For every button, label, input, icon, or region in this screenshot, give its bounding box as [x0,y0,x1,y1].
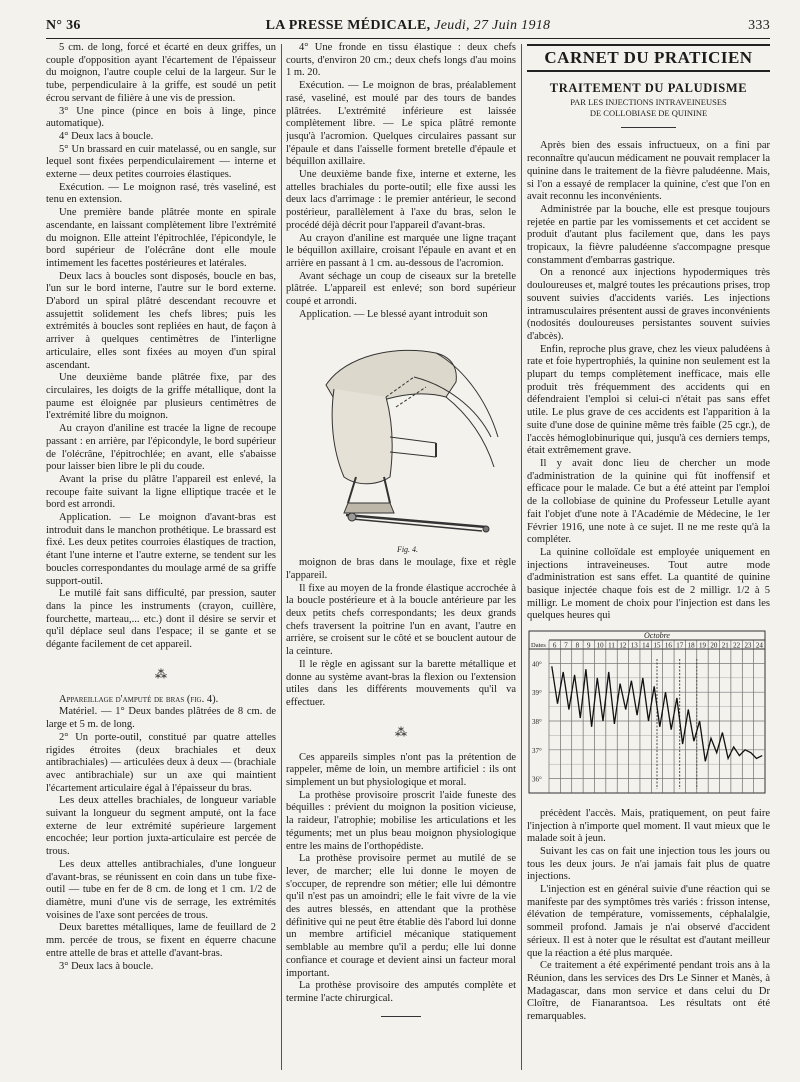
day-label: 20 [710,641,718,650]
arm-prosthesis-illustration [286,327,516,542]
y-tick-label: 36° [532,775,542,784]
paragraph: Matériel. — 1° Deux bandes plâtrées de 8 cm. de large et 5 m. de long. [46,706,276,731]
paragraph-group [286,752,516,1006]
paragraph: Au crayon d'aniline est marquée une ligne traçant le béquillon axillaire, croisant l'épaule en avant et en arrière en passant à 1 cm. au-dessous de l'acromion. [286,232,516,269]
y-tick-label: 39° [532,689,542,698]
temperature-chart [527,629,770,799]
day-label: 11 [608,641,615,650]
column-rule [281,44,282,1070]
title-rule [621,127,676,128]
day-label: 18 [687,641,695,650]
paragraph-group [286,557,516,709]
paragraph: 4° Une fronde en tissu élastique : deux chefs courts, d'environ 20 cm.; deux chefs longs d'au moins 1 m. 20. [286,42,516,79]
paragraph-group [286,42,516,321]
paragraph: Application. — Le moignon d'avant-bras est introduit dans le manchon prothétique. Le brassard est fixé. Les deux petites courroies élastiques de traction, étant l'une interne et l'autre externe, se tendent sur les boucles correspondantes du moulage armé de sa griffe support-outil. [46,512,276,587]
issue-date: Jeudi, 27 Juin 1918 [430,18,551,33]
article-title: TRAITEMENT DU PALUDISME [549,80,748,95]
paragraph: Avant la prise du plâtre l'appareil est enlevé, la recoupe faite suivant la ligne elliptique tracée et le bord est arrondi. [46,473,276,511]
day-label: 7 [564,641,568,650]
carnet-heading: CARNET DU PRATICIEN [527,44,770,72]
day-label: 24 [755,641,763,650]
paragraph: La quinine colloïdale est employée uniquement en injections intraveineuses. Tout autre mode d'administration est sans effet. La quantité de quinine basique injectée chaque fois est de 2 milligr. 1/2 à 5 milligr. Le moment de choix pour l'injection est dans les quelques heures qui [527,546,770,622]
day-label: 12 [619,641,627,650]
day-label: 21 [721,641,729,650]
column-2 [286,42,516,1072]
paragraph: Suivant les cas on fait une injection tous les jours ou tous les deux jours. Je n'ai jamais fait plus de quatre injections. [527,845,770,883]
paragraph: Les deux attelles brachiales, de longueur variable suivant la longueur du segment amputé, ont la face externe de leur extrémité supérieure largement encochée; leur portion juxta-articulaire est percée de trous. [46,795,276,858]
y-tick-label: 38° [532,718,542,727]
paragraph: Application. — Le blessé ayant introduit son [299,308,488,320]
paragraph: La prothèse provisoire des amputés complète et termine l'acte chirurgical. [286,980,516,1004]
paragraph: 3° Deux lacs à boucle. [59,960,154,972]
day-label: 9 [587,641,591,650]
y-tick-label: 37° [532,746,542,755]
paragraph: Deux lacs à boucles sont disposés, boucle en bas, l'un sur le bord interne, l'autre sur le bord externe. D'abord un spiral plâtré descendant recouvre et assujettit solidement les chefs libres; puis les extrémités à boucles sont repliées en haut, de façon à arriver à quelques centimètres de l'interligne articulaire, elles sont fixées au moyen d'un spiral ascendant. [46,270,276,371]
day-label: 6 [552,641,557,650]
page-header [46,16,770,39]
paragraph: Il fixe au moyen de la fronde élastique accrochée à la boucle postérieure et à la boucle antérieure par les deux petits chefs correspondants; les deux grands chefs traversent la poitrine l'un en avant, l'autre en arrière, se croisent sur le côté et se bouclent autour de la ceinture. [286,582,516,658]
paragraph: Exécution. — Le moignon rasé, très vaseliné, est tenu en extension. [46,181,276,206]
paragraph: Une deuxième bande fixe, interne et externe, les attelles brachiales du porte-outil; elle fixe aussi les deux lacs d'arrimage : le premier antérieur, le second postérieur, parallèlement à l'axe du bras, selon le procédé déjà décrit pour l'appareil d'avant-bras. [286,169,516,231]
paragraph: Administrée par la bouche, elle est presque toujours rejetée en partie par les vomissements et cet accident se produit d'autant plus facilement que, dans les pays tropicaux, la fièvre paludéenne s'accompagne presque constamment d'embarras gastrique. [527,203,770,266]
paragraph: Exécution. — Le moignon de bras, préalablement rasé, vaseliné, est moulé par des tours de bandes plâtrées. L'extrémité inférieure est laissée complètement libre. — Le spica plâtré remonte jusqu'à l'acromion. Quelques circulaires passant sur l'épaule et dans l'aisselle forment bretelle d'épaule et béquillon axillaire. [286,80,516,168]
chart-title: Octobre [644,631,670,641]
paragraph: 4° Deux lacs à boucle. [59,130,154,142]
column-3 [527,42,770,1072]
paragraph: moignon de bras dans le moulage, fixe et règle l'appareil. [286,557,516,581]
paragraph: Une première bande plâtrée monte en spirale ascendante, en laissant complètement libre l'extrémité du moignon. Elle atteint l'épitrochlée, l'épicondyle, le bord supérieur de l'olécrâne dont elle moule intimement les facettes postérieures et latérales. [46,207,276,269]
paragraph-group [527,808,770,1024]
day-label: 14 [642,641,650,650]
paragraph: La prothèse provisoire permet au mutilé de se lever, de marcher; elle lui donne le moyen de s'occuper, de reprendre son métier; elle lui démontre qu'il n'est pas un amoindri; elle le fait vivre de la vie des autres blessés, en attendant que la prothèse définitive qui ne peut être établie dès l'abord lui donne un membre artificiel mécanique statiquement semblable au membre qu'il a perdu; elle lui donne confiance et courage et devient ainsi un facteur moral important. [286,853,516,979]
day-label: 15 [653,641,661,650]
paragraph: Après bien des essais infructueux, on a fini par reconnaître qu'aucun médicament ne pouvait remplacer la quinine dans le traitement de la fièvre paludéenne. Mais, si l'on a essayé de remplacer la quinine, c'est que l'on en avait reconnu les inconvénients. [527,140,770,203]
column-rule [521,44,522,1070]
section-separator: ⁂ [395,724,407,739]
row-label: Dates [531,642,546,650]
section-separator: ⁂ [155,666,167,681]
day-label: 22 [733,641,741,650]
fever-chart [527,629,770,804]
page-number: 333 [748,18,770,33]
paragraph: Deux barettes métalliques, lame de feuillard de 2 mm. percée de trous, se fixent en équerre chacune entre attelle de bras et attelle d'avant-bras. [46,922,276,959]
paragraph: Le mutilé fait sans difficulté, par pression, sauter dans la pince les instruments (crayon, cuillère, fourchette, marteau,... etc.) dont il désire se servir et qu'il déplace seul dans l'espace; il se gante et se dégante facilement de cet appareil. [46,588,276,651]
figure-4 [286,327,516,542]
paragraph: 2° Un porte-outil, constitué par quatre attelles rigides étroites (deux brachiales et deux antibrachiales) — articulées deux à deux — (brachiale avec antibrachiale) sur un axe qui maintient l'écartement articulaire égal à l'épaisseur du bras. [46,731,276,794]
y-tick-label: 40° [532,660,542,669]
issue-number: N° 36 [46,18,81,33]
paragraph: L'injection est en général suivie d'une réaction qui se manifeste par des symptômes très variés : frisson intense, élévation de température, vomissements, céphalalgie, sommeil profond. Jamais je n'ai observé d'accident sérieux. Il est à noter que le résultat est d'autant meilleur que la réaction a été plus marquée. [527,884,770,959]
paragraph: Avant séchage un coup de ciseaux sur la bretelle plâtrée. L'appareil est enlevé; son bord supérieur coupé et arrondi. [286,270,516,308]
paragraph: La prothèse provisoire proscrit l'aide funeste des béquilles : prévient du moignon la position vicieuse, la raideur, l'atrophie; mobilise les articulations et les téguments; met un plus beau moignon physiologique entre les mains de l'orthopédiste. [286,789,516,852]
paragraph: On a renoncé aux injections hypodermiques très douloureuses et, malgré toutes les précautions prises, trop souvent suivies d'accidents variés. Les injections intramusculaires présentent aussi de graves inconvénients (nodosités douloureuses persistantes souvent suivies d'abcès). [527,267,770,342]
paragraph: Une deuxième bande plâtrée fixe, par des circulaires, les doigts de la griffe métallique, dont la paume est éloignée par plusieurs centimètres de l'extrémité libre du moignon. [46,372,276,422]
day-label: 17 [676,641,684,650]
day-label: 13 [630,641,638,650]
paragraph-group [46,706,276,973]
paragraph: Ce traitement a été expérimenté pendant trois ans à la Réunion, dans les services des Drs Le Sinner et Manès, à Madagascar, dans mon service et dans celui du Dr Cloître, de Fianarantsoa. Les résultats ont été remarquables. [527,960,770,1023]
article-subtitle: PAR LES INJECTIONS INTRAVEINEUSES DE COLLOBIASE DE QUININE [570,97,727,119]
paragraph-group [46,42,276,652]
paragraph: Il y avait donc lieu de chercher un mode d'administration de la quinine qui fût inoffensif et efficace pour le malade. Ce but a été atteint par l'emploi de la collobiase de quinine du Professeur Letulle ayant fait l'objet d'une note à l'Académie de Médecine, le 1er Février 1916, une note à ce sujet. Il ne me reste qu'à la compléter. [527,457,770,546]
paragraph: Enfin, reproche plus grave, chez les vieux paludéens à rate et foie hypertrophiés, la quinine non seulement est la plupart du temps complètement inefficace, mais elle produit très fréquemment des accidents qui en défendraient l'emploi si celui-ci n'était pas sans effet utile. Le plus grave de ces accidents est l'apparition à la suite d'une dose de quinine même très faible (25 cgr.), de l'accès hémoglobinurique qui, jusqu'à ces derniers temps, était extrêmement grave. [527,343,770,457]
end-rule [381,1016,421,1017]
day-label: 8 [575,641,580,650]
paragraph: Au crayon d'aniline est tracée la ligne de recoupe passant : en arrière, par l'épicondyle, le bord supérieur de l'olécrâne, l'épitrochlée; en avant, elle s'abaisse pour laisser bien libre le pli du coude. [46,423,276,473]
paragraph: 3° Une pince (pince en bois à linge, pince automatique). [46,105,276,130]
paragraph: Il le règle en agissant sur la barette métallique et donne au système avant-bras la flexion ou l'extension utiles dans les différents mouvements qu'il va effectuer. [286,658,516,708]
paragraph: précèdent l'accès. Mais, pratiquement, on peut faire l'injection à n'importe quel moment. Il vaut mieux que le malade soit à jeun. [527,807,770,845]
paragraph: 5° Un brassard en cuir matelassé, ou en sangle, sur lequel sont fixées perpendiculairement — interne et externe — deux petites courroies élastiques. [46,143,276,181]
section-heading: Appareillage d'amputé de bras (fig. 4). [59,693,219,705]
paragraph: Les deux attelles antibrachiales, d'une longueur d'avant-bras, se réunissent en coin dans un tube fixe-outil — tube en fer de 8 cm. de long et 1 cm. 1/2 de diamètre, muni d'une vis de serrage, les extrémités voisines de l'axe sont percées de trous. [46,858,276,921]
day-label: 19 [698,641,706,650]
column-1 [46,42,276,1072]
paragraph-group [527,140,770,623]
journal-title: LA PRESSE MÉDICALE, Jeudi, 27 Juin 1918 [265,18,551,33]
day-label: 16 [664,641,672,650]
paragraph: 5 cm. de long, forcé et écarté en deux griffes, un couple d'opposition ayant l'écartement de l'épaisseur du moignon, l'autre couple celui de la largeur. Sur le tube, perpendiculaire à la griffe, est soudé un petit écrou servant de filière à une vis de pression. [46,42,276,104]
day-label: 10 [596,641,604,650]
paragraph: Ces appareils simples n'ont pas la prétention de rappeler, même de loin, un membre artificiel : ils ont simplement un but physiologique et moral. [286,751,516,789]
day-label: 23 [744,641,752,650]
figure-caption: Fig. 4. [396,545,419,555]
